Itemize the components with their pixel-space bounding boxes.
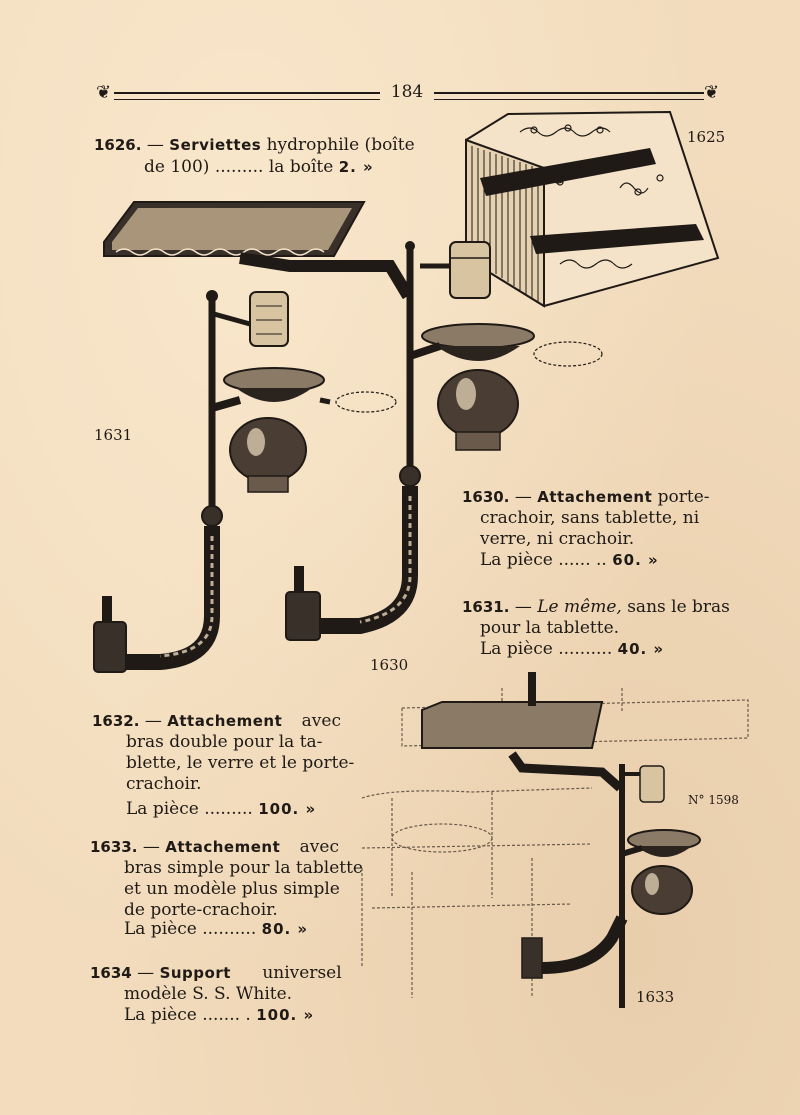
item-dash: — <box>142 837 160 857</box>
item-dash: — <box>514 597 532 617</box>
item-desc: sans le bras <box>627 597 730 617</box>
header-rule-right <box>434 92 704 100</box>
item-desc: porte- <box>657 487 710 507</box>
item-unit: La pièce ...... .. <box>480 550 607 570</box>
item-title: Support <box>159 964 231 982</box>
figure-label-1633: 1633 <box>636 988 675 1006</box>
item-desc: bras simple pour la tablette <box>124 858 363 878</box>
item-unit: La pièce .......... <box>480 639 613 659</box>
item-desc: verre, ni crachoir. <box>480 529 635 549</box>
item-title: Attachement <box>537 488 653 506</box>
ornament-left-icon: ❦ <box>96 82 112 103</box>
item-desc: modèle S. S. White. <box>124 984 293 1004</box>
item-desc: crachoir. <box>126 774 202 794</box>
item-number: 1632. <box>92 712 140 730</box>
item-desc: avec <box>299 837 339 857</box>
item-desc: avec <box>301 711 341 731</box>
figure-label-1625: 1625 <box>687 128 726 146</box>
item-price: 60. » <box>612 551 659 569</box>
item-price: 100. » <box>256 1006 315 1024</box>
figure-label-1598: N° 1598 <box>688 793 739 807</box>
item-dash: — <box>146 135 164 155</box>
item-desc: de porte-crachoir. <box>124 900 278 920</box>
item-desc: bras double pour la ta- <box>126 732 323 752</box>
item-desc: hydrophile (boîte <box>266 135 415 155</box>
item-number: 1626. <box>94 136 142 154</box>
item-unit: La pièce ....... . <box>124 1005 251 1025</box>
item-number: 1630. <box>462 488 510 506</box>
item-unit: La pièce ......... <box>126 799 253 819</box>
item-title: Attachement <box>167 712 283 730</box>
header-rule-left <box>114 92 380 100</box>
figure-label-1631: 1631 <box>94 426 133 444</box>
item-unit: La pièce .......... <box>124 919 257 939</box>
item-title: Le même, <box>537 597 622 617</box>
item-title: Serviettes <box>169 136 262 154</box>
item-number: 1634 <box>90 964 132 982</box>
figure-label-1630: 1630 <box>370 656 409 674</box>
item-price: 80. » <box>261 920 309 938</box>
ornament-right-icon: ❦ <box>704 82 720 103</box>
item-desc: de 100) ......... la boîte <box>144 157 334 177</box>
dental-chair-illustration <box>352 668 752 1018</box>
item-desc: pour la tablette. <box>480 618 620 638</box>
page-number: 184 <box>390 82 424 102</box>
item-price: 100. » <box>258 800 317 818</box>
item-dash: — <box>137 963 155 983</box>
item-title: Attachement <box>165 838 281 856</box>
item-desc: universel <box>262 963 342 983</box>
item-dash: — <box>514 487 532 507</box>
item-number: 1631. <box>462 598 510 616</box>
item-price: 2. » <box>338 158 374 176</box>
item-desc: et un modèle plus simple <box>124 879 340 899</box>
item-desc: blette, le verre et le porte- <box>126 753 355 773</box>
item-dash: — <box>144 711 162 731</box>
item-desc: crachoir, sans tablette, ni <box>480 508 700 528</box>
spittoon-attachment-illustration <box>90 196 613 676</box>
item-number: 1633. <box>90 838 138 856</box>
item-price: 40. » <box>617 640 665 658</box>
